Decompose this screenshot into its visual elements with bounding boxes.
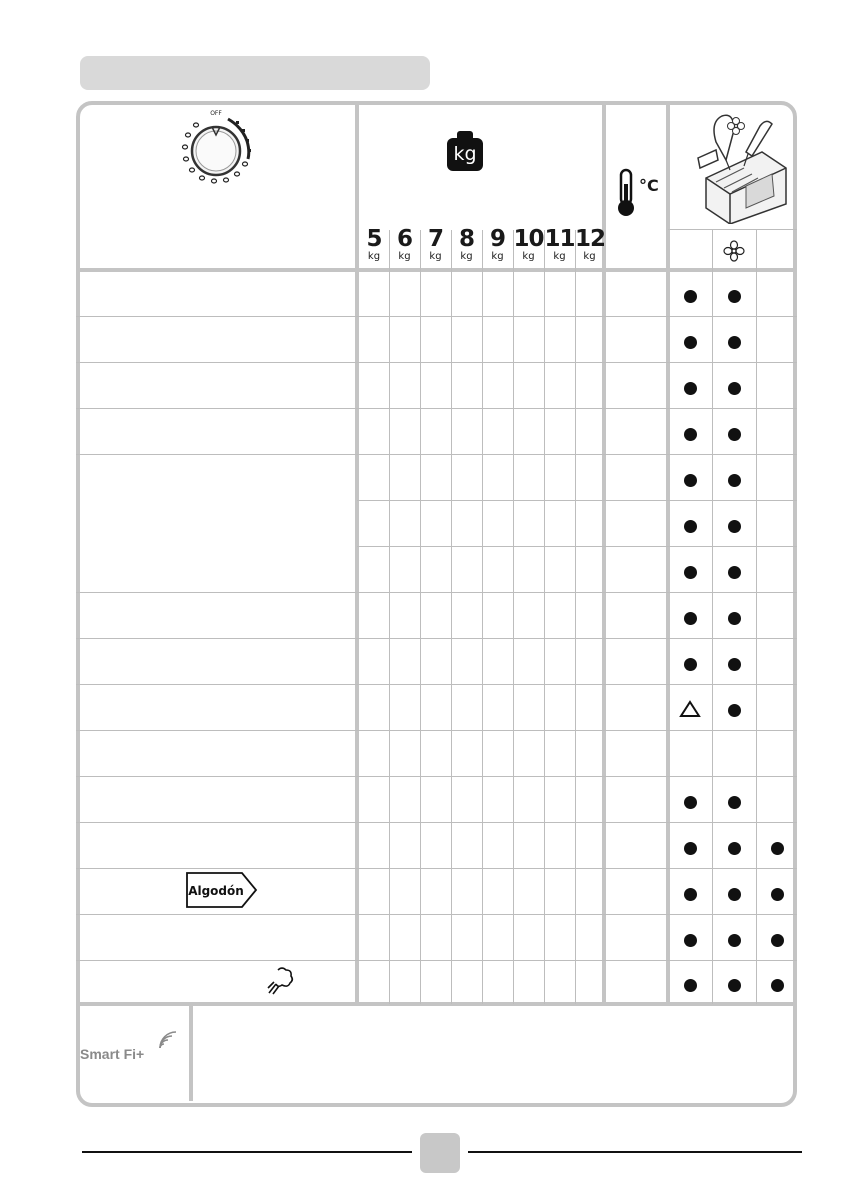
load-weight-unit: kg [460, 251, 473, 262]
section-title-bar [80, 56, 430, 90]
detergent-dot [684, 796, 697, 809]
load-weight-number: 5 [366, 226, 382, 252]
detergent-dot [728, 888, 741, 901]
table-row-divider [76, 960, 797, 961]
steam-icon [266, 966, 296, 996]
detergent-dot [684, 612, 697, 625]
table-row-divider [357, 546, 797, 547]
detergent-dot [771, 934, 784, 947]
detergent-dot [684, 888, 697, 901]
header-divider [76, 268, 797, 272]
load-weight-unit: kg [367, 251, 381, 262]
weight-icon [447, 131, 483, 171]
weight-column-divider [420, 230, 421, 1004]
wifi-icon [158, 1030, 178, 1050]
load-weight-unit: kg [553, 251, 566, 262]
detergent-dot [728, 658, 741, 671]
dial-off-label: OFF [210, 110, 222, 117]
softener-flower-icon [723, 240, 745, 262]
detergent-dot [728, 474, 741, 487]
detergent-column-divider [756, 229, 757, 1004]
detergent-dot [728, 336, 741, 349]
detergent-dot [728, 290, 741, 303]
load-weight-number: 6 [396, 226, 412, 252]
detergent-dot [684, 474, 697, 487]
table-row-divider [76, 684, 797, 685]
temperature-unit: °C [639, 176, 659, 195]
table-row-divider [357, 500, 797, 501]
detergent-drawer-icon [686, 108, 794, 224]
table-row-divider [76, 592, 797, 593]
load-weight-number: 7 [427, 226, 443, 252]
page-number-box [420, 1133, 460, 1173]
load-weight-10kg [513, 228, 544, 262]
detergent-dot [728, 704, 741, 717]
program-badge [186, 872, 258, 908]
load-weight-12kg [575, 228, 604, 262]
table-row-divider [76, 316, 797, 317]
weight-column-divider [544, 230, 545, 1004]
load-weight-unit: kg [583, 251, 596, 262]
detergent-dot [728, 612, 741, 625]
load-weight-number: 11 [544, 226, 575, 252]
detergent-dot [728, 842, 741, 855]
table-bottom-divider [76, 1002, 797, 1006]
detergent-dot [728, 796, 741, 809]
detergent-dot [728, 428, 741, 441]
footer-line-left [82, 1151, 412, 1153]
smart-fi-logo [80, 1046, 144, 1062]
table-row-divider [76, 730, 797, 731]
thermometer-icon [614, 168, 638, 218]
weight-column-divider [482, 230, 483, 1004]
detergent-dot [684, 520, 697, 533]
weight-column-divider [575, 230, 576, 1004]
load-weight-8kg [451, 228, 482, 262]
program-badge-label: Algodón [188, 884, 244, 898]
detergent-dot [684, 382, 697, 395]
detergent-dot [728, 566, 741, 579]
load-weight-number: 9 [489, 226, 505, 252]
detergent-dot [684, 979, 697, 992]
load-weight-number: 8 [458, 226, 474, 252]
load-weight-unit: kg [522, 251, 535, 262]
footer-line-right [468, 1151, 802, 1153]
load-weight-7kg [420, 228, 451, 262]
table-row-divider [76, 408, 797, 409]
load-weight-unit: kg [491, 251, 504, 262]
detergent-dot [684, 658, 697, 671]
load-weight-unit: kg [398, 251, 411, 262]
table-row-divider [76, 454, 797, 455]
table-row-divider [76, 638, 797, 639]
detergent-subheader-divider [668, 229, 797, 230]
detergent-dot [771, 979, 784, 992]
smart-fi-label: Smart Fi+ [80, 1046, 145, 1062]
table-row-divider [76, 868, 797, 869]
detergent-dot [684, 290, 697, 303]
load-weight-number: 12 [575, 226, 606, 252]
table-row-divider [76, 362, 797, 363]
detergent-dot [771, 842, 784, 855]
load-weight-unit: kg [429, 251, 442, 262]
detergent-triangle-icon [679, 700, 701, 718]
detergent-dot [684, 566, 697, 579]
program-dial-icon [176, 105, 256, 187]
detergent-dot [684, 842, 697, 855]
footer-divider [189, 1004, 193, 1101]
detergent-dot [728, 979, 741, 992]
load-weight-number: 10 [513, 226, 544, 252]
detergent-dot [771, 888, 784, 901]
load-weight-11kg [544, 228, 575, 262]
detergent-dot [684, 336, 697, 349]
load-weight-9kg [482, 228, 513, 262]
table-row-divider [76, 914, 797, 915]
load-weight-6kg [389, 228, 420, 262]
weight-column-divider [451, 230, 452, 1004]
detergent-dot [728, 520, 741, 533]
detergent-dot [684, 428, 697, 441]
weight-column-divider [513, 230, 514, 1004]
table-row-divider [76, 776, 797, 777]
detergent-dot [728, 382, 741, 395]
load-weight-5kg [359, 228, 389, 262]
table-row-divider [76, 822, 797, 823]
weight-icon-label: kg [453, 143, 477, 165]
detergent-column-divider [712, 229, 713, 1004]
detergent-dot [684, 934, 697, 947]
weight-column-divider [389, 230, 390, 1004]
detergent-dot [728, 934, 741, 947]
